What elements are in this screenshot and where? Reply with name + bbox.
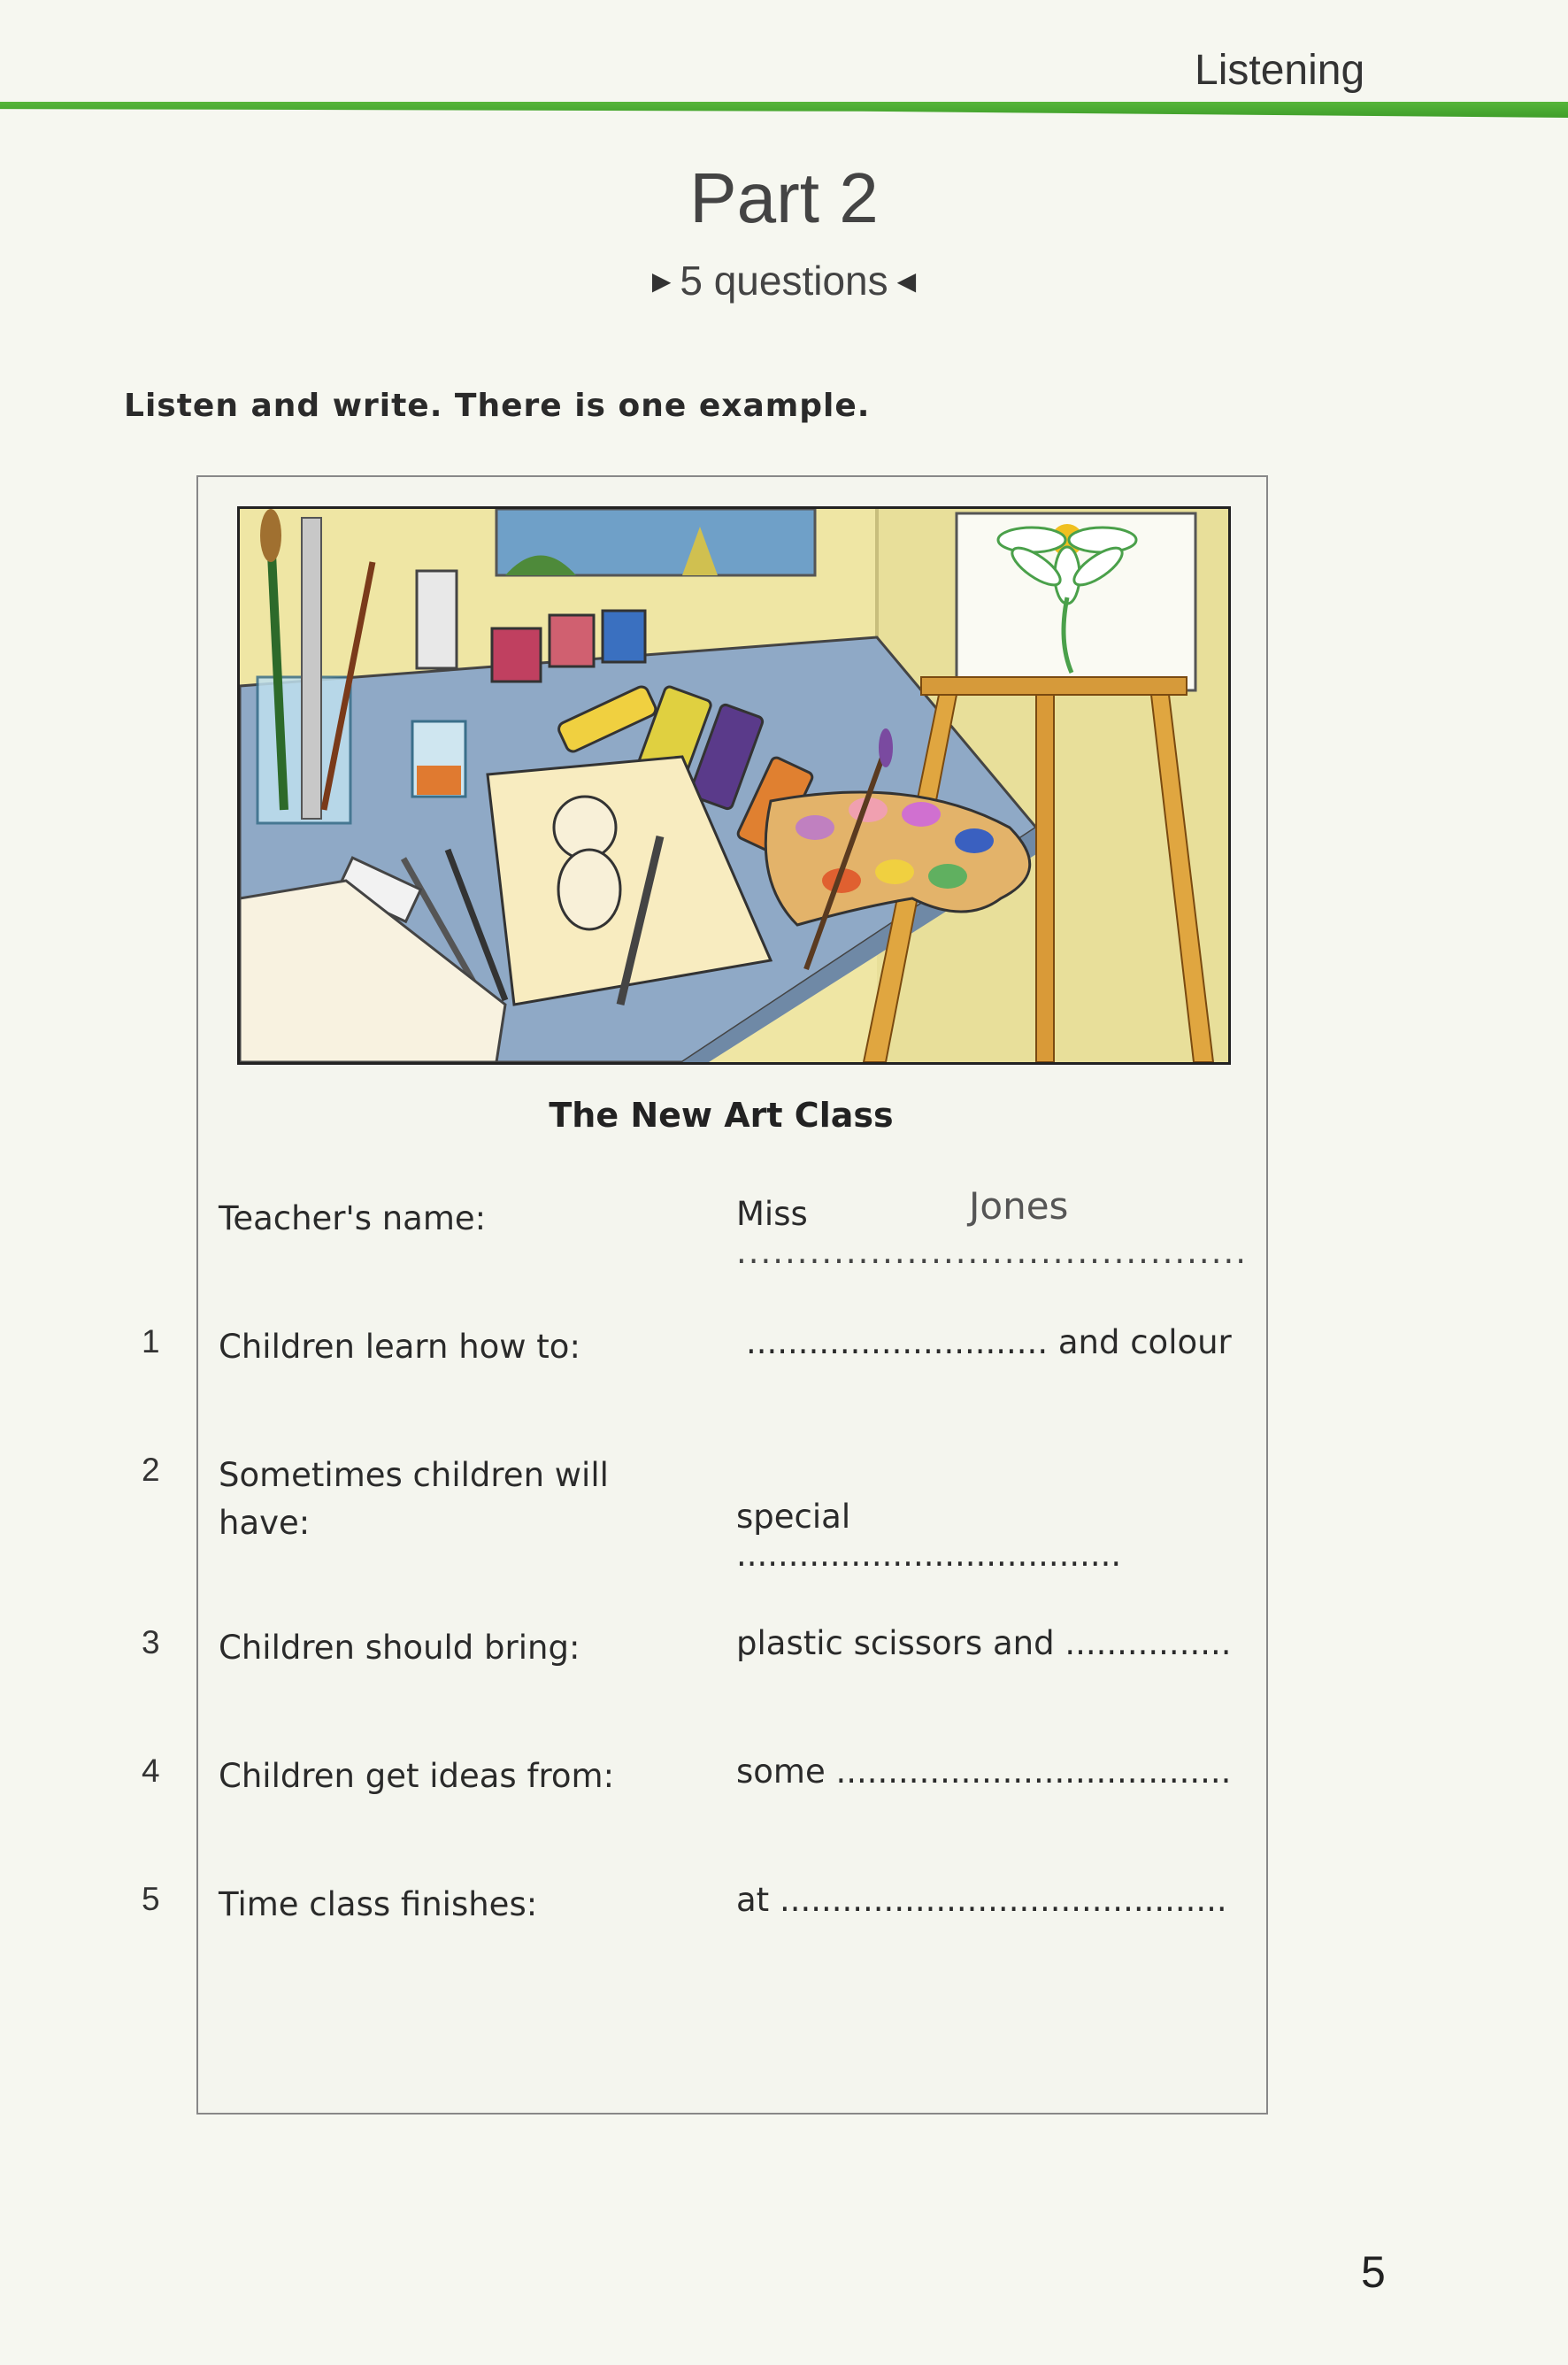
form-title: The New Art Class — [549, 1096, 894, 1135]
question-number: 4 — [142, 1753, 160, 1789]
question-label: Children get ideas from: — [219, 1757, 615, 1795]
part-subtitle — [0, 257, 1568, 304]
page-number: 5 — [1361, 2247, 1386, 2297]
triangle-right-icon: ▶ — [651, 267, 672, 295]
example-label: Teacher's name: — [219, 1199, 487, 1237]
triangle-left-icon: ◀ — [896, 267, 917, 295]
question-label: Sometimes children will have: — [219, 1456, 609, 1542]
instructions: Listen and write. There is one example. — [124, 388, 871, 424]
section-label: Listening — [1195, 47, 1365, 94]
question-number: 1 — [142, 1323, 160, 1360]
answer-field[interactable]: ............................. and colour — [746, 1323, 1232, 1361]
art-classroom-illustration — [237, 506, 1231, 1065]
example-answer: Jones — [969, 1184, 1069, 1228]
example-prefix: Miss — [736, 1195, 808, 1233]
questions-count: 5 questions — [680, 258, 888, 304]
header-divider — [0, 102, 1568, 118]
question-number: 3 — [142, 1624, 160, 1660]
answer-field[interactable]: plastic scissors and ................ — [736, 1624, 1232, 1662]
question-number: 2 — [142, 1452, 160, 1488]
answer-field[interactable]: at ........................................... — [736, 1881, 1227, 1919]
example-dots: .......................................... — [736, 1233, 1248, 1271]
answer-field[interactable]: special ..................................... — [736, 1498, 1122, 1574]
answer-field[interactable]: some ...................................... — [736, 1753, 1232, 1791]
part-title: Part 2 — [689, 158, 879, 237]
question-label: Children learn how to: — [219, 1328, 580, 1366]
question-label: Time class finishes: — [219, 1885, 538, 1923]
question-number: 5 — [142, 1881, 160, 1917]
question-label: Children should bring: — [219, 1629, 580, 1667]
